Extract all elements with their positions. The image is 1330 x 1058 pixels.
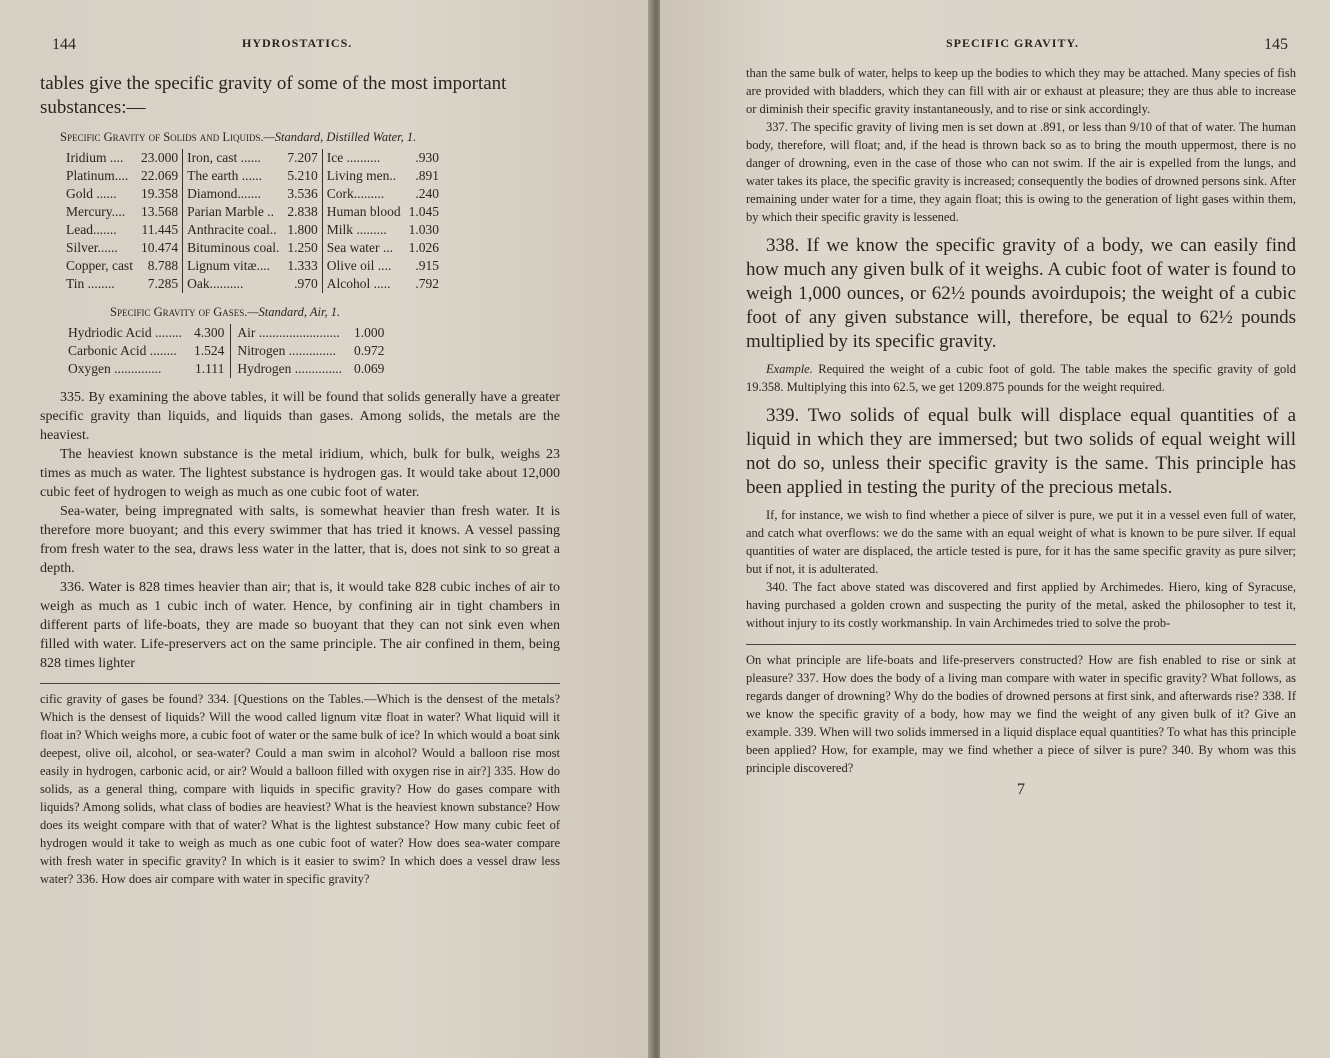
- solids-value: .240: [415, 186, 439, 201]
- para-example: [746, 360, 1296, 396]
- gases-substance: Air ........................: [237, 325, 340, 340]
- gases-substance: Hydrogen ..............: [237, 361, 342, 376]
- para-sea-water: Sea-water, being impregnated with salts, is somewhat heavier than fresh water. It is therefore more buoyant; and this every swimmer that has tried it knows. A vessel passing from fresh water to the sea, draws less water in the latter, that is, does not sink to so great a depth.: [40, 504, 560, 576]
- gases-row: [62, 360, 390, 378]
- para-338: 338. If we know the specific gravity of a body, we can easily find how much any given bulk of it weighs. A cubic foot of water is found to weigh 1,000 ounces, or 62½ pounds avoirdupois; the weight of a cubic foot of any given substance will, therefore, be equal to 62½ pounds multiplied by its specific gravity.: [746, 235, 1296, 352]
- solids-caption-standard: —Standard, Distilled Water, 1.: [263, 130, 417, 144]
- solids-value: .891: [415, 168, 439, 183]
- solids-substance: Iron, cast ......: [187, 150, 261, 165]
- solids-substance: Silver......: [66, 240, 118, 255]
- solids-value: 2.838: [283, 203, 322, 221]
- solids-substance: Living men..: [326, 168, 397, 183]
- para-337: 337. The specific gravity of living men is set down at .891, or less than 9/10 of that of water. The human body, therefore, will float; and, if the head is thrown back so as to bring the mouth uppermost, there is no danger of drowning, even in the case of those who can not swim. If the air is expelled from the lungs, and water takes its place, the specific gravity is increased; consequently the bodies of drowned persons sink. After remaining under water for a time, they again float; this is owing to the generation of light gases within them, by which their specific gravity is lessened.: [746, 120, 1296, 224]
- solids-row: [62, 221, 443, 239]
- gases-substance: Nitrogen ..............: [237, 343, 336, 358]
- solids-substance: Ice ..........: [326, 150, 381, 165]
- solids-substance: Anthracite coal..: [187, 222, 277, 237]
- solids-value: 1.250: [283, 239, 322, 257]
- solids-value: 11.445: [137, 221, 183, 239]
- solids-substance: Parian Marble ..: [187, 204, 275, 219]
- solids-row: [62, 275, 443, 293]
- solids-row: [62, 185, 443, 203]
- solids-value: 5.210: [283, 167, 322, 185]
- gases-value: 1.111: [188, 360, 231, 378]
- solids-substance: Gold ......: [66, 186, 117, 201]
- solids-table: [62, 149, 443, 293]
- gases-substance: Carbonic Acid ........: [68, 343, 177, 358]
- left-questions: cific gravity of gases be found? 334. [Questions on the Tables.—Which is the densest of the metals? Which is the densest of liquids? Will the wood called lignum vitæ float in water? What liquid will it float in? Which weighs more, a cubic foot of water or the same bulk of ice? In which would a boat sink deepest, olive oil, alcohol, or sea-water? Could a man swim in alcohol? Would a balloon rise most easily in hydrogen, carbonic acid, or air? Would a balloon filled with oxygen rise in air?] 335. How do solids, as a general thing, compare with liquids in specific gravity? How do gases compare with liquids? Among solids, what class of bodies are heaviest? What is the heaviest known substance? How does its weight compare with that of water? What is the lightest substance? How many cubic feet of hydrogen would it take to weigh as much as one cubic foot of water? How does sea-water compare with fresh water in specific gravity? In which is it easier to swim? In which does a vessel draw less water? 336. How does air compare with water in specific gravity?: [40, 692, 560, 886]
- solids-substance: Lignum vitæ....: [187, 258, 270, 273]
- gases-value: 0.069: [354, 361, 385, 376]
- para-continue: than the same bulk of water, helps to keep up the bodies to which they may be attached. Many species of fish are provided with bladders, which they can fill with air or exhaust at pleasure; they are thus able to increase or diminish their specific gravity instantaneously, and to rise or sink accordingly.: [746, 66, 1296, 116]
- gases-caption-standard: —Standard, Air, 1.: [247, 305, 341, 319]
- para-336: 336. Water is 828 times heavier than air; that is, it would take 828 cubic inches of air to weigh as much as 1 cubic inch of water. Hence, by confining air in tight chambers in different parts of life-boats, they are made so buoyant that they can not sink even when filled with water. Life-preservers act on the same principle. The air confined in them, being 828 times lighter: [40, 580, 560, 671]
- example-label: Example.: [766, 362, 813, 376]
- solids-substance: Human blood: [326, 204, 401, 219]
- left-running-head: HYDROSTATICS.: [242, 36, 353, 50]
- right-running-head: SPECIFIC GRAVITY.: [946, 36, 1080, 50]
- solids-value: 22.069: [137, 167, 183, 185]
- gases-value: 1.524: [188, 342, 231, 360]
- solids-row: [62, 203, 443, 221]
- gases-substance: Oxygen ..............: [68, 361, 162, 376]
- solids-substance: Sea water ...: [326, 240, 394, 255]
- solids-caption-title: Specific Gravity of Solids and Liquids.: [60, 130, 264, 144]
- solids-substance: Oak..........: [187, 276, 244, 291]
- left-footnote-rule: [40, 683, 560, 684]
- gases-value: 4.300: [188, 324, 231, 342]
- solids-substance: Iridium ....: [66, 150, 124, 165]
- solids-value: 23.000: [137, 149, 183, 167]
- solids-value: .970: [283, 275, 322, 293]
- solids-value: .915: [415, 258, 439, 273]
- gases-value: 0.972: [354, 343, 385, 358]
- solids-value: 13.568: [137, 203, 183, 221]
- solids-value: 7.207: [283, 149, 322, 167]
- solids-caption: [60, 130, 560, 145]
- para-340: 340. The fact above stated was discovered and first applied by Archimedes. Hiero, king of Syracuse, having purchased a golden crown and suspecting the purity of the metal, asked the philosopher to test it, without injury to its costly workmanship. In vain Archimedes tried to solve the prob-: [746, 580, 1296, 630]
- solids-row: [62, 257, 443, 275]
- solids-substance: Cork.........: [326, 186, 385, 201]
- solids-substance: Diamond.......: [187, 186, 261, 201]
- para-silver: If, for instance, we wish to find whether a piece of silver is pure, we put it in a vessel even full of water, and catch what overflows: we do the same with an equal weight of what is known to be pure silver. If equal quantities of water are displaced, the article tested is pure, for it has the same specific gravity as pure silver; but if not, it is adulterated.: [746, 508, 1296, 576]
- solids-substance: Copper, cast: [66, 258, 133, 273]
- solids-value: 1.800: [283, 221, 322, 239]
- example-text: Required the weight of a cubic foot of gold. The table makes the specific gravity of gold 19.358. Multiplying this into 62.5, we get 1209.875 pounds for the weight required.: [746, 362, 1297, 394]
- solids-row: [62, 239, 443, 257]
- para-339: 339. Two solids of equal bulk will displace equal quantities of a liquid in which they are immersed; but two solids of equal weight will not do so, unless their specific gravity is the same. This principle has been applied in testing the purity of the precious metals.: [746, 405, 1296, 498]
- solids-substance: Bituminous coal.: [187, 240, 280, 255]
- gases-substance: Hydriodic Acid ........: [68, 325, 182, 340]
- solids-row: [62, 167, 443, 185]
- solids-value: 1.030: [408, 222, 439, 237]
- solids-value: 8.788: [137, 257, 183, 275]
- solids-substance: Lead.......: [66, 222, 117, 237]
- left-intro: tables give the specific gravity of some of the most important substances:—: [40, 73, 507, 118]
- right-footnote-rule: [746, 644, 1296, 645]
- left-running-header: [40, 28, 560, 58]
- gases-row: [62, 342, 390, 360]
- left-page: [0, 0, 652, 1058]
- solids-value: 10.474: [137, 239, 183, 257]
- solids-substance: Alcohol .....: [326, 276, 391, 291]
- solids-value: 1.045: [408, 204, 439, 219]
- solids-value: 7.285: [137, 275, 183, 293]
- gases-table: [62, 324, 390, 378]
- left-page-number: 144: [52, 36, 76, 53]
- solids-value: .792: [415, 276, 439, 291]
- left-body: [40, 388, 560, 673]
- gases-row: [62, 324, 390, 342]
- right-page: [660, 0, 1330, 1058]
- left-page-content: [40, 28, 560, 888]
- solids-substance: Milk .........: [326, 222, 387, 237]
- solids-substance: Olive oil ....: [326, 258, 392, 273]
- gases-value: 1.000: [354, 325, 385, 340]
- right-running-header: [746, 28, 1296, 58]
- solids-row: [62, 149, 443, 167]
- solids-value: 1.026: [408, 240, 439, 255]
- gases-caption: [110, 305, 560, 320]
- solids-value: 19.358: [137, 185, 183, 203]
- para-heaviest: The heaviest known substance is the metal iridium, which, bulk for bulk, weighs 23 times as much as water. The lightest substance is hydrogen gas. It would take about 12,000 cubic feet of hydrogen to weigh as much as one cubic foot of water.: [40, 447, 560, 500]
- solids-substance: Platinum....: [66, 168, 129, 183]
- solids-substance: Tin ........: [66, 276, 115, 291]
- solids-value: .930: [415, 150, 439, 165]
- gases-caption-title: Specific Gravity of Gases.: [110, 305, 248, 319]
- solids-substance: Mercury....: [66, 204, 126, 219]
- signature-mark: 7: [1017, 781, 1025, 798]
- solids-substance: The earth ......: [187, 168, 263, 183]
- solids-value: 1.333: [283, 257, 322, 275]
- solids-value: 3.536: [283, 185, 322, 203]
- right-questions: On what principle are life-boats and life-preservers constructed? How are fish enabled to rise or sink at pleasure? 337. How does the body of a living man compare with water in specific gravity? What follows, as regards danger of drowning? Why do the bodies of drowned persons at first sink, and afterwards rise? 338. If we know the specific gravity of a body, how may we find the weight of any given bulk of it? Give an example. 339. When will two solids immersed in a liquid displace equal quantities? To what has this principle been applied? How, for example, may we find whether a piece of silver is pure? 340. By whom was this principle discovered?: [746, 653, 1296, 775]
- para-335: 335. By examining the above tables, it will be found that solids generally have a greater specific gravity than liquids, and liquids than gases. Among solids, the metals are the heaviest.: [40, 390, 560, 443]
- right-page-content: [746, 28, 1296, 799]
- right-page-number: 145: [1264, 36, 1288, 53]
